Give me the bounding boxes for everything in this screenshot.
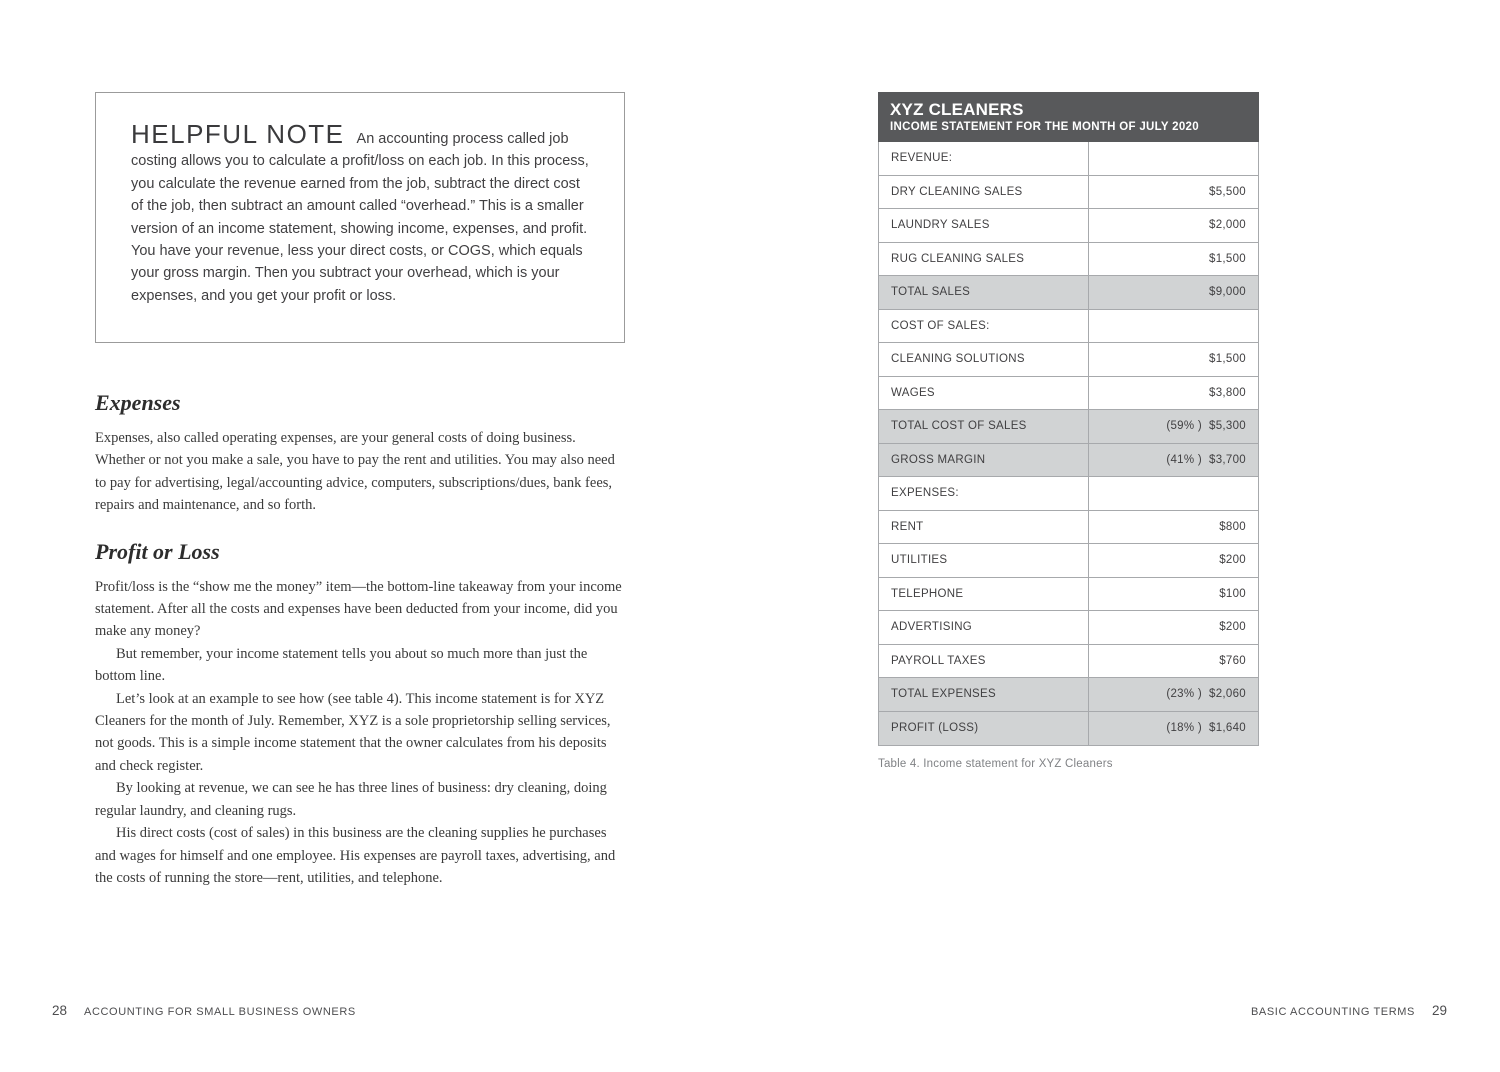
table-row [879,176,1258,210]
right-running-head: BASIC ACCOUNTING TERMS [1251,1006,1415,1018]
row-value: (41% ) $3,700 [1166,453,1246,466]
profit-or-loss-heading: Profit or Loss [95,538,220,564]
table-subtitle: INCOME STATEMENT FOR THE MONTH OF JULY 2020 [890,121,1199,133]
right-page-number: 29 [1431,1003,1447,1018]
income-statement-table [878,92,1259,770]
row-label: UTILITIES [879,544,1089,577]
row-label: EXPENSES: [879,477,1089,510]
row-label: PAYROLL TAXES [879,645,1089,678]
row-value [1089,310,1258,343]
table-row [879,444,1258,478]
row-label: LAUNDRY SALES [879,209,1089,242]
row-value: $9,000 [1209,286,1246,299]
table-row [879,377,1258,411]
right-page-footer [1251,1003,1447,1018]
table-row [879,343,1258,377]
left-page-body [95,390,627,889]
table-header [878,92,1259,142]
row-label: RUG CLEANING SALES [879,243,1089,276]
table-row [879,276,1258,310]
left-running-head: ACCOUNTING FOR SMALL BUSINESS OWNERS [84,1006,356,1018]
table-row [879,410,1258,444]
row-value: $5,500 [1209,185,1246,198]
row-value: (18% ) $1,640 [1166,722,1246,735]
row-label: PROFIT (LOSS) [879,712,1089,746]
table-title: XYZ CLEANERS [890,100,1024,119]
table-row [879,645,1258,679]
row-label: TOTAL COST OF SALES [879,410,1089,443]
table-row [879,611,1258,645]
left-page-footer [52,1003,356,1018]
row-value [1089,142,1258,175]
row-value: $3,800 [1209,386,1246,399]
helpful-note-box [95,92,625,343]
row-value: $1,500 [1209,353,1246,366]
row-label: ADVERTISING [879,611,1089,644]
profit-paragraph: By looking at revenue, we can see he has three lines of business: dry cleaning, doing regular laundry, and cleaning rugs. [95,780,607,819]
row-value: $800 [1219,520,1246,533]
table-row [879,678,1258,712]
table-row [879,243,1258,277]
profit-paragraph: His direct costs (cost of sales) in this business are the cleaning supplies he purchases and wages for himself and one employee. His expenses are payroll taxes, advertising, and the costs of running the store—rent, utilities, and telephone. [95,825,616,886]
table-row [879,544,1258,578]
row-label: DRY CLEANING SALES [879,176,1089,209]
row-value: (23% ) $2,060 [1166,688,1246,701]
table-row [879,578,1258,612]
row-value: $200 [1219,554,1246,567]
row-label: CLEANING SOLUTIONS [879,343,1089,376]
expenses-heading: Expenses [95,390,181,415]
table-row [879,142,1258,176]
table-row [879,477,1258,511]
table-row [879,310,1258,344]
income-table-body [878,142,1259,746]
row-value [1089,477,1258,510]
helpful-note-title: HELPFUL NOTE [131,119,345,149]
row-label: TELEPHONE [879,578,1089,611]
row-label: RENT [879,511,1089,544]
row-value: $200 [1219,621,1246,634]
row-value: $100 [1219,587,1246,600]
row-value: $1,500 [1209,252,1246,265]
left-page-number: 28 [52,1003,68,1018]
table-caption: Table 4. Income statement for XYZ Cleaners [878,758,1113,770]
table-row [879,712,1258,746]
profit-paragraph: But remember, your income statement tells you about so much more than just the bottom line. [95,645,588,685]
row-label: COST OF SALES: [879,310,1089,343]
row-label: TOTAL EXPENSES [879,678,1089,711]
row-value: $2,000 [1209,219,1246,232]
row-label: TOTAL SALES [879,276,1089,309]
expenses-paragraph: Expenses, also called operating expenses, are your general costs of doing business. Whether or not you make a sale, you have to pay the rent and utilities. You may also need to pay for advertising, legal/accounting advice, computers, subscriptions/dues, bank fees, repairs and maintenance, and so forth. [95,430,615,514]
row-value: (59% ) $5,300 [1166,420,1246,433]
row-value: $760 [1219,654,1246,667]
table-row [879,511,1258,545]
helpful-note-body: An accounting process called job costing allows you to calculate a profit/loss on each job. In this process, you calculate the revenue earned from the job, subtract the direct cost of the job, then subtract an amount called “overhead.” This is a smaller version of an income statement, showing income, expenses, and profit. You have your revenue, less your direct costs, or COGS, which equals your gross margin. Then you subtract your overhead, which is your expenses, and you get your profit or loss. [131,131,589,304]
helpful-note-paragraph [131,119,589,307]
profit-paragraph: Let’s look at an example to see how (see table 4). This income statement is for XYZ Cleaners for the month of July. Remember, XYZ is a sole proprietorship selling services, not goods. This is a simple income statement that the owner calculates from his deposits and check register. [95,690,611,774]
table-row [879,209,1258,243]
profit-paragraph: Profit/loss is the “show me the money” item—the bottom-line takeaway from your income statement. After all the costs and expenses have been deducted from your income, did you make any money? [95,578,622,640]
row-label: WAGES [879,377,1089,410]
row-label: REVENUE: [879,142,1089,175]
row-label: GROSS MARGIN [879,444,1089,477]
